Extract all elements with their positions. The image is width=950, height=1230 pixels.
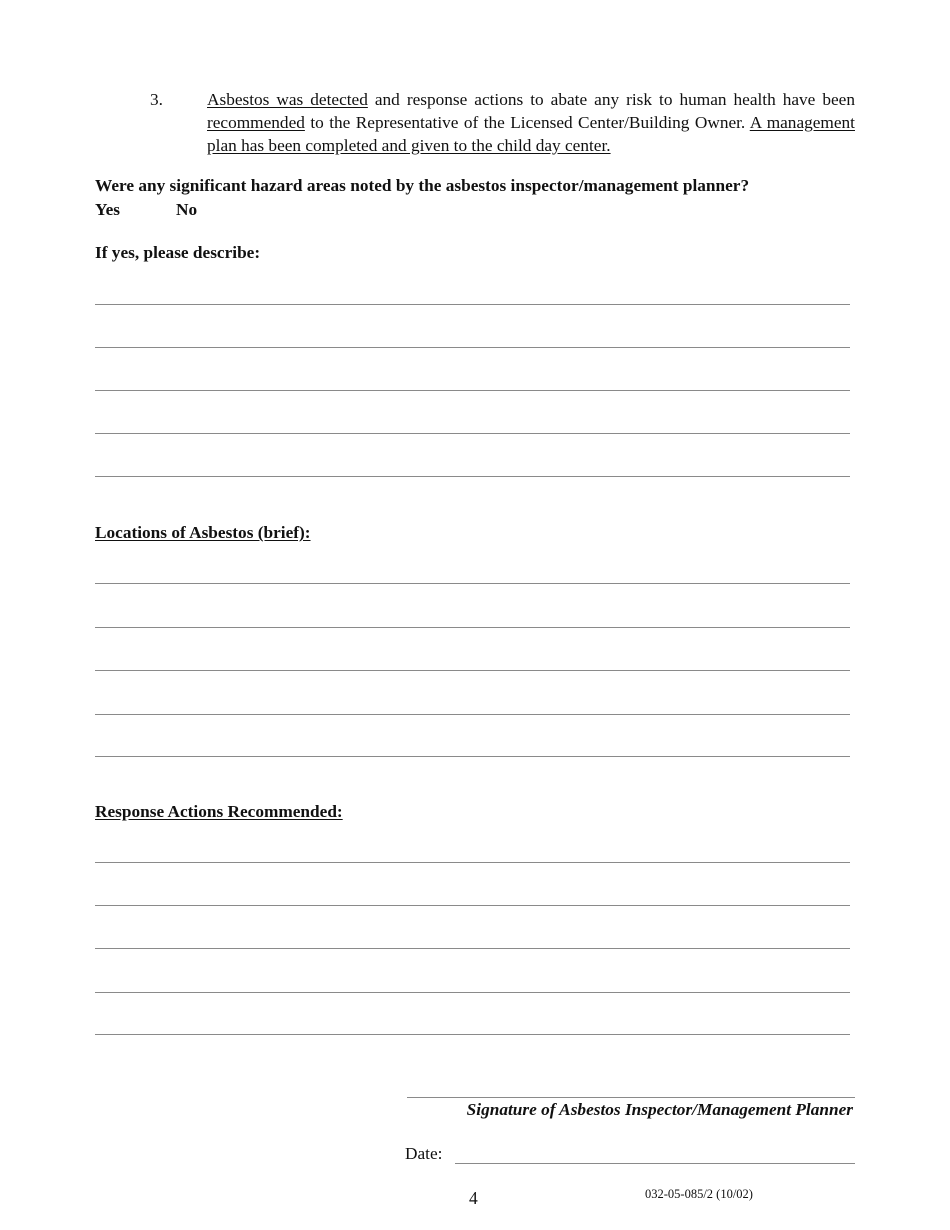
locations-line-3[interactable] <box>95 670 850 671</box>
locations-line-1[interactable] <box>95 583 850 584</box>
signature-line[interactable] <box>407 1097 855 1098</box>
describe-line-4[interactable] <box>95 433 850 434</box>
date-label: Date: <box>405 1144 443 1163</box>
underlined-phrase: A management plan has been completed and given to the child day center. <box>207 113 855 155</box>
response-line-1[interactable] <box>95 862 850 863</box>
locations-line-5[interactable] <box>95 756 850 757</box>
no-option[interactable]: No <box>176 200 198 219</box>
describe-line-1[interactable] <box>95 304 850 305</box>
text-segment: and response actions to abate any risk to human health have been <box>367 90 855 109</box>
describe-line-2[interactable] <box>95 347 850 348</box>
yes-option[interactable]: Yes <box>95 200 120 219</box>
item-text <box>207 88 855 157</box>
underlined-phrase: recommended <box>207 113 305 132</box>
response-line-5[interactable] <box>95 1034 850 1035</box>
locations-line-4[interactable] <box>95 714 850 715</box>
describe-line-5[interactable] <box>95 476 850 477</box>
underlined-phrase: Asbestos was detected <box>207 90 368 109</box>
page-number: 4 <box>469 1188 478 1208</box>
response-line-4[interactable] <box>95 992 850 993</box>
describe-label: If yes, please describe: <box>95 243 261 262</box>
hazard-question: Were any significant hazard areas noted by the asbestos inspector/management planner? <box>95 176 750 195</box>
response-heading: Response Actions Recommended: <box>95 802 343 821</box>
date-line[interactable] <box>455 1163 855 1164</box>
form-number: 032-05-085/2 (10/02) <box>645 1187 753 1201</box>
locations-heading: Locations of Asbestos (brief): <box>95 523 311 542</box>
item-number: 3. <box>150 90 163 109</box>
response-line-3[interactable] <box>95 948 850 949</box>
locations-line-2[interactable] <box>95 627 850 628</box>
text-segment: to the Representative of the Licensed Center/Building Owner. <box>304 113 750 132</box>
response-line-2[interactable] <box>95 905 850 906</box>
describe-line-3[interactable] <box>95 390 850 391</box>
signature-label: Signature of Asbestos Inspector/Management Planner <box>466 1100 853 1119</box>
